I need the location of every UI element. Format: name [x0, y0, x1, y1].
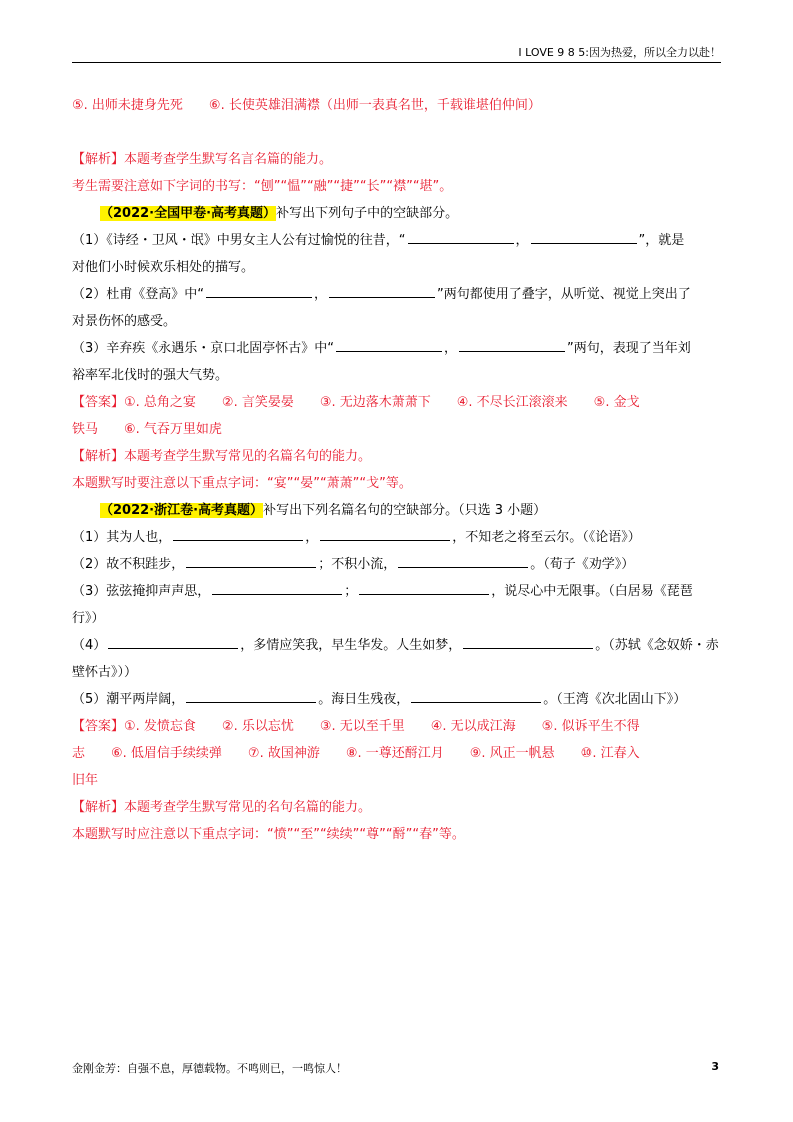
question-1-item-3-cont: 裕率军北伐时的强大气势。	[72, 368, 229, 383]
question-2-heading	[72, 497, 722, 524]
question-1-heading	[72, 200, 722, 227]
question-2-item-5: （5）潮平两岸阔， 。海日生残夜， 。（王湾《次北固山下》）	[72, 686, 722, 713]
previous-analysis-title: 【解析】本题考查学生默写名言名篇的能力。	[72, 152, 333, 167]
question-2-analysis-body: 本题默写时应注意以下重点字词：“愤”“至”“续续”“尊”“酹”“春”等。	[72, 827, 465, 842]
question-1-stem: 补写出下列句子中的空缺部分。	[276, 206, 459, 221]
answer-blank[interactable]	[531, 229, 637, 244]
question-2-item-4: （4） ，多情应笑我，早生华发。人生如梦， 。（苏轼《念奴娇・赤	[72, 632, 722, 659]
question-1-item-3: （3）辛弃疾《永遇乐・京口北固亭怀古》中“ ， ”两句，表现了当年刘	[72, 335, 722, 362]
question-1-item-1: （1）《诗经・卫风・氓》中男女主人公有过愉悦的往昔，“ ， ”，就是	[72, 227, 722, 254]
answer-blank[interactable]	[359, 580, 489, 595]
answer-blank[interactable]	[329, 283, 435, 298]
answer-blank[interactable]	[398, 553, 528, 568]
question-2-item-2: （2）故不积跬步， ；不积小流， 。（荀子《劝学》）	[72, 551, 722, 578]
answer-blank[interactable]	[411, 688, 541, 703]
page-header: I LOVE 9 8 5:因为热爱，所以全力以赴！	[518, 46, 721, 59]
question-2-answer-cont: 志 ⑥. 低眉信手续续弹 ⑦. 故国神游 ⑧. 一尊还酹江月 ⑨. 风正一帆悬 ⑩. 江春入	[72, 746, 640, 761]
question-1-analysis-body: 本题默写时要注意以下重点字词：“宴”“晏”“萧萧”“戈”等。	[72, 476, 412, 491]
answer-blank[interactable]	[186, 688, 316, 703]
answer-blank[interactable]	[463, 634, 593, 649]
answer-blank[interactable]	[408, 229, 514, 244]
question-2-answer-cont-2: 旧年	[72, 773, 99, 788]
previous-analysis-body: 考生需要注意如下字词的书写：“刨”“愠”“融”“捷”“长”“襟”“堪”。	[72, 179, 453, 194]
answer-blank[interactable]	[459, 337, 565, 352]
question-2-stem: 补写出下列名篇名句的空缺部分。（只选 3 小题）	[263, 503, 547, 518]
page-content	[72, 92, 722, 848]
previous-answer: ⑤. 出师未捷身先死 ⑥. 长使英雄泪满襟（出师一表真名世，千载谁堪伯仲间）	[72, 98, 541, 113]
answer-blank[interactable]	[206, 283, 312, 298]
question-2-item-3: （3）弦弦掩抑声声思， ； ，说尽心中无限事。（白居易《琵琶	[72, 578, 722, 605]
question-1-item-2: （2）杜甫《登高》中“ ， ”两句都使用了叠字，从听觉、视觉上突出了	[72, 281, 722, 308]
question-2-source-tag: （2022·浙江卷·高考真题）	[100, 503, 264, 518]
question-2-analysis: 【解析】本题考查学生默写常见的名句名篇的能力。	[72, 800, 372, 815]
answer-blank[interactable]	[173, 526, 303, 541]
header-divider	[72, 62, 721, 63]
answer-blank[interactable]	[108, 634, 238, 649]
question-1-source-tag: （2022·全国甲卷·高考真题）	[100, 206, 277, 221]
answer-blank[interactable]	[186, 553, 316, 568]
question-1-item-1-cont: 对他们小时候欢乐相处的描写。	[72, 260, 255, 275]
question-1-item-2-cont: 对景伤怀的感受。	[72, 314, 177, 329]
answer-blank[interactable]	[320, 526, 450, 541]
question-2-item-3-cont: 行》）	[72, 611, 105, 626]
question-2-item-1: （1）其为人也， ， ，不知老之将至云尔。（《论语》）	[72, 524, 722, 551]
answer-blank[interactable]	[336, 337, 442, 352]
question-2-answer: 【答案】①. 发愤忘食 ②. 乐以忘忧 ③. 无以至千里 ④. 无以成江海 ⑤. 似诉平生不得	[72, 719, 640, 734]
page-number: 3	[711, 1060, 719, 1073]
question-1-analysis: 【解析】本题考查学生默写常见的名篇名句的能力。	[72, 449, 372, 464]
footer-motto: 金刚金芳：自强不息，厚德载物。不鸣则已，一鸣惊人！	[72, 1062, 347, 1075]
question-2-item-4-cont: 壁怀古》））	[72, 665, 138, 680]
answer-blank[interactable]	[212, 580, 342, 595]
question-1-answer-cont: 铁马 ⑥. 气吞万里如虎	[72, 422, 222, 437]
question-1-answer: 【答案】①. 总角之宴 ②. 言笑晏晏 ③. 无边落木萧萧下 ④. 不尽长江滚滚来 ⑤. 金戈	[72, 395, 640, 410]
